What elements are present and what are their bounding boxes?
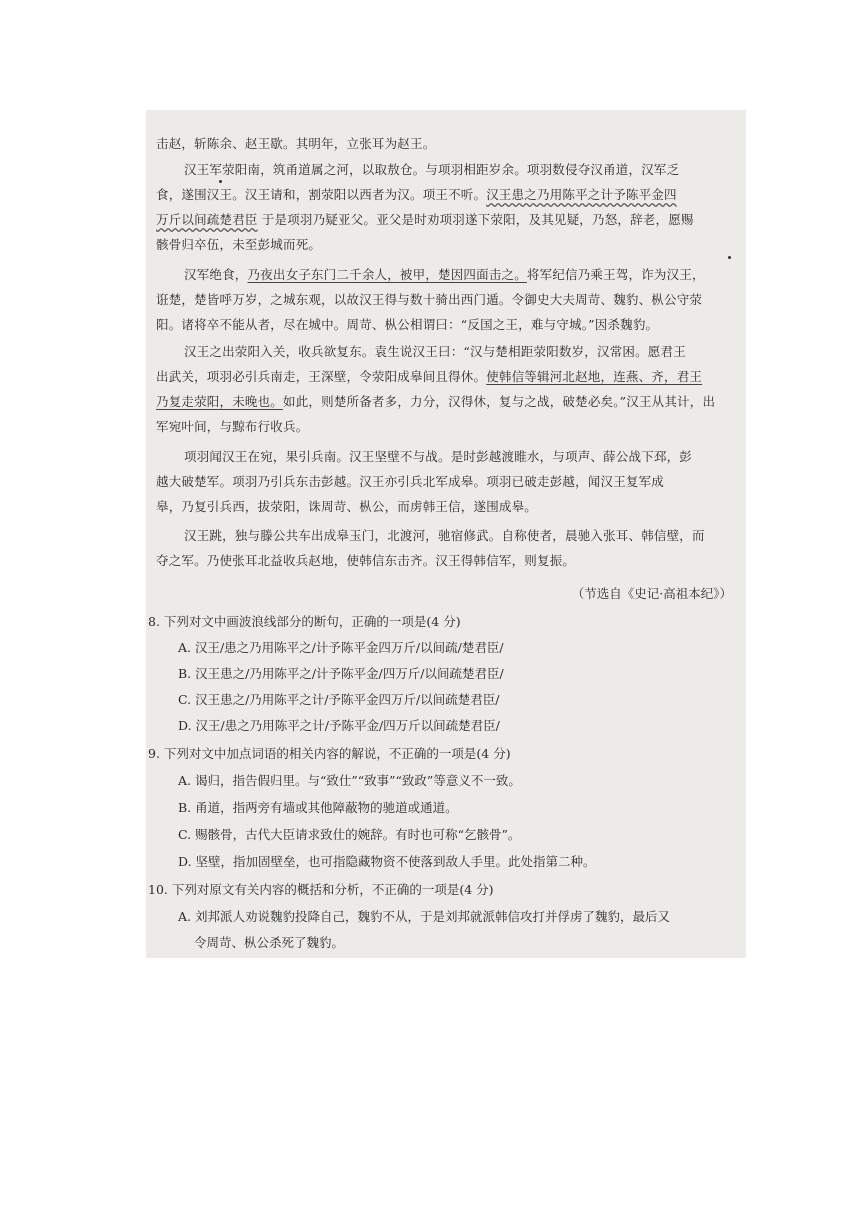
passage-line: 汉王跳，独与滕公共车出成皋玉门，北渡河，驰宿修武。自称使者，晨驰入张耳、韩信壁，而 [184, 528, 705, 543]
passage-line [156, 394, 715, 410]
option-10a-continued: 令周苛、枞公杀死了魏豹。 [194, 935, 345, 950]
passage-text: 食，遂围汉王。汉王请和，割荥阳以西者为汉。项王不听。 [156, 187, 487, 202]
passage-line: 汉王军荥阳南，筑甬道属之河，以取敖仓。与项羽相距岁余。项羽数侵夺汉甬道，汉军乏 [184, 162, 680, 177]
passage-line: 项羽闻汉王在宛，果引兵南。汉王坚壁不与战。是时彭越渡睢水，与项声、薛公战下邳，彭 [184, 449, 693, 464]
option-10a: A. 刘邦派人劝说魏豹投降自己，魏豹不从，于是刘邦就派韩信攻打并俘虏了魏豹，最后又 [178, 909, 670, 924]
question-8: 8. 下列对文中画波浪线部分的断句，正确的一项是(4 分) [148, 614, 461, 629]
emphasis-dot [219, 180, 222, 183]
option-9b: B. 甬道，指两旁有墙或其他障蔽物的驰道或通道。 [178, 800, 458, 815]
wavy-underlined-text: 万斤以间疏楚君臣 [156, 212, 258, 227]
passage-line [156, 212, 694, 228]
passage-text: 如此，则楚所备者多，力分，汉得休，复与之战，破楚必矣。”汉王从其计，出 [283, 394, 716, 409]
passage-line: 军宛叶间，与黥布行收兵。 [156, 419, 309, 434]
passage-line [156, 187, 677, 203]
option-8a: A. 汉王/患之乃用陈平之/计予陈平金四万斤/以间疏/楚君臣/ [178, 640, 504, 655]
option-9a: A. 谒归，指告假归里。与“致仕”“致事”“致政”等意义不一致。 [178, 773, 521, 788]
passage-text: 将军纪信乃乘王驾，诈为汉王， [526, 267, 705, 282]
passage-text: 出武关，项羽必引兵南走，王深壁，令荥阳成皋间且得休。 [156, 369, 487, 384]
wavy-underlined-text: 汉王患之乃用陈平之计予陈平金四 [486, 187, 677, 202]
passage-line: 骸骨归卒伍，未至彭城而死。 [156, 237, 322, 252]
passage-line: 越大破楚军。项羽乃引兵东击彭越。汉王亦引兵北军成皋。项羽已破走彭越，闻汉王复军成 [156, 474, 665, 489]
question-10: 10. 下列对原文有关内容的概括和分析，不正确的一项是(4 分) [148, 882, 494, 897]
underlined-text: 使韩信等辑河北赵地，连燕、齐，君王 [486, 369, 703, 384]
option-9c: C. 赐骸骨，古代大臣请求致仕的婉辞。有时也可称“乞骸骨”。 [178, 827, 521, 842]
passage-line: 阳。诸将卒不能从者，尽在城中。周苛、枞公相谓曰：“反国之王，难与守城。”因杀魏豹。 [156, 317, 659, 332]
passage-line: 诳楚，楚皆呼万岁，之城东观，以故汉王得与数十骑出西门遁。令御史大夫周苛、魏豹、枞公守荥 [156, 292, 703, 307]
option-9d: D. 坚壁，指加固壁垒，也可指隐藏物资不使落到敌人手里。此处指第二种。 [178, 854, 596, 869]
question-9: 9. 下列对文中加点词语的相关内容的解说，不正确的一项是(4 分) [148, 746, 511, 761]
passage-line: 汉王之出荥阳入关，收兵欲复东。袁生说汉王曰：“汉与楚相距荥阳数岁，汉常困。愿君王 [184, 344, 686, 359]
passage-line [184, 267, 705, 283]
passage-text: 汉军绝食， [184, 267, 248, 282]
source-citation: （节选自《史记·高祖本纪》） [571, 586, 732, 601]
passage-line [156, 369, 702, 385]
passage-line: 皋，乃复引兵西，拔荥阳，诛周苛、枞公，而虏韩王信，遂围成皋。 [156, 499, 538, 514]
option-8d: D. 汉王/患之乃用陈平之计/予陈平金/四万斤以间疏楚君臣/ [178, 718, 500, 733]
underlined-text: 乃复走荥阳，未晚也。 [156, 394, 284, 409]
option-8b: B. 汉王患之/乃用陈平之/计予陈平金/四万斤/以间疏楚君臣/ [178, 666, 504, 681]
passage-text: 于是项羽乃疑亚父。亚父是时劝项羽遂下荥阳，及其见疑，乃怒，辞老，愿赐 [261, 212, 694, 227]
scanned-page [146, 110, 746, 958]
emphasis-dot [728, 256, 731, 259]
underlined-text: 乃夜出女子东门二千余人，被甲，楚因四面击之。 [247, 267, 527, 282]
passage-line: 夺之军。乃使张耳北益收兵赵地，使韩信东击齐。汉王得韩信军，则复振。 [156, 553, 576, 568]
passage-line: 击赵，斩陈余、赵王歇。其明年，立张耳为赵王。 [156, 136, 436, 151]
option-8c: C. 汉王患之/乃用陈平之计/予陈平金四万斤/以间疏楚君臣/ [178, 692, 500, 707]
